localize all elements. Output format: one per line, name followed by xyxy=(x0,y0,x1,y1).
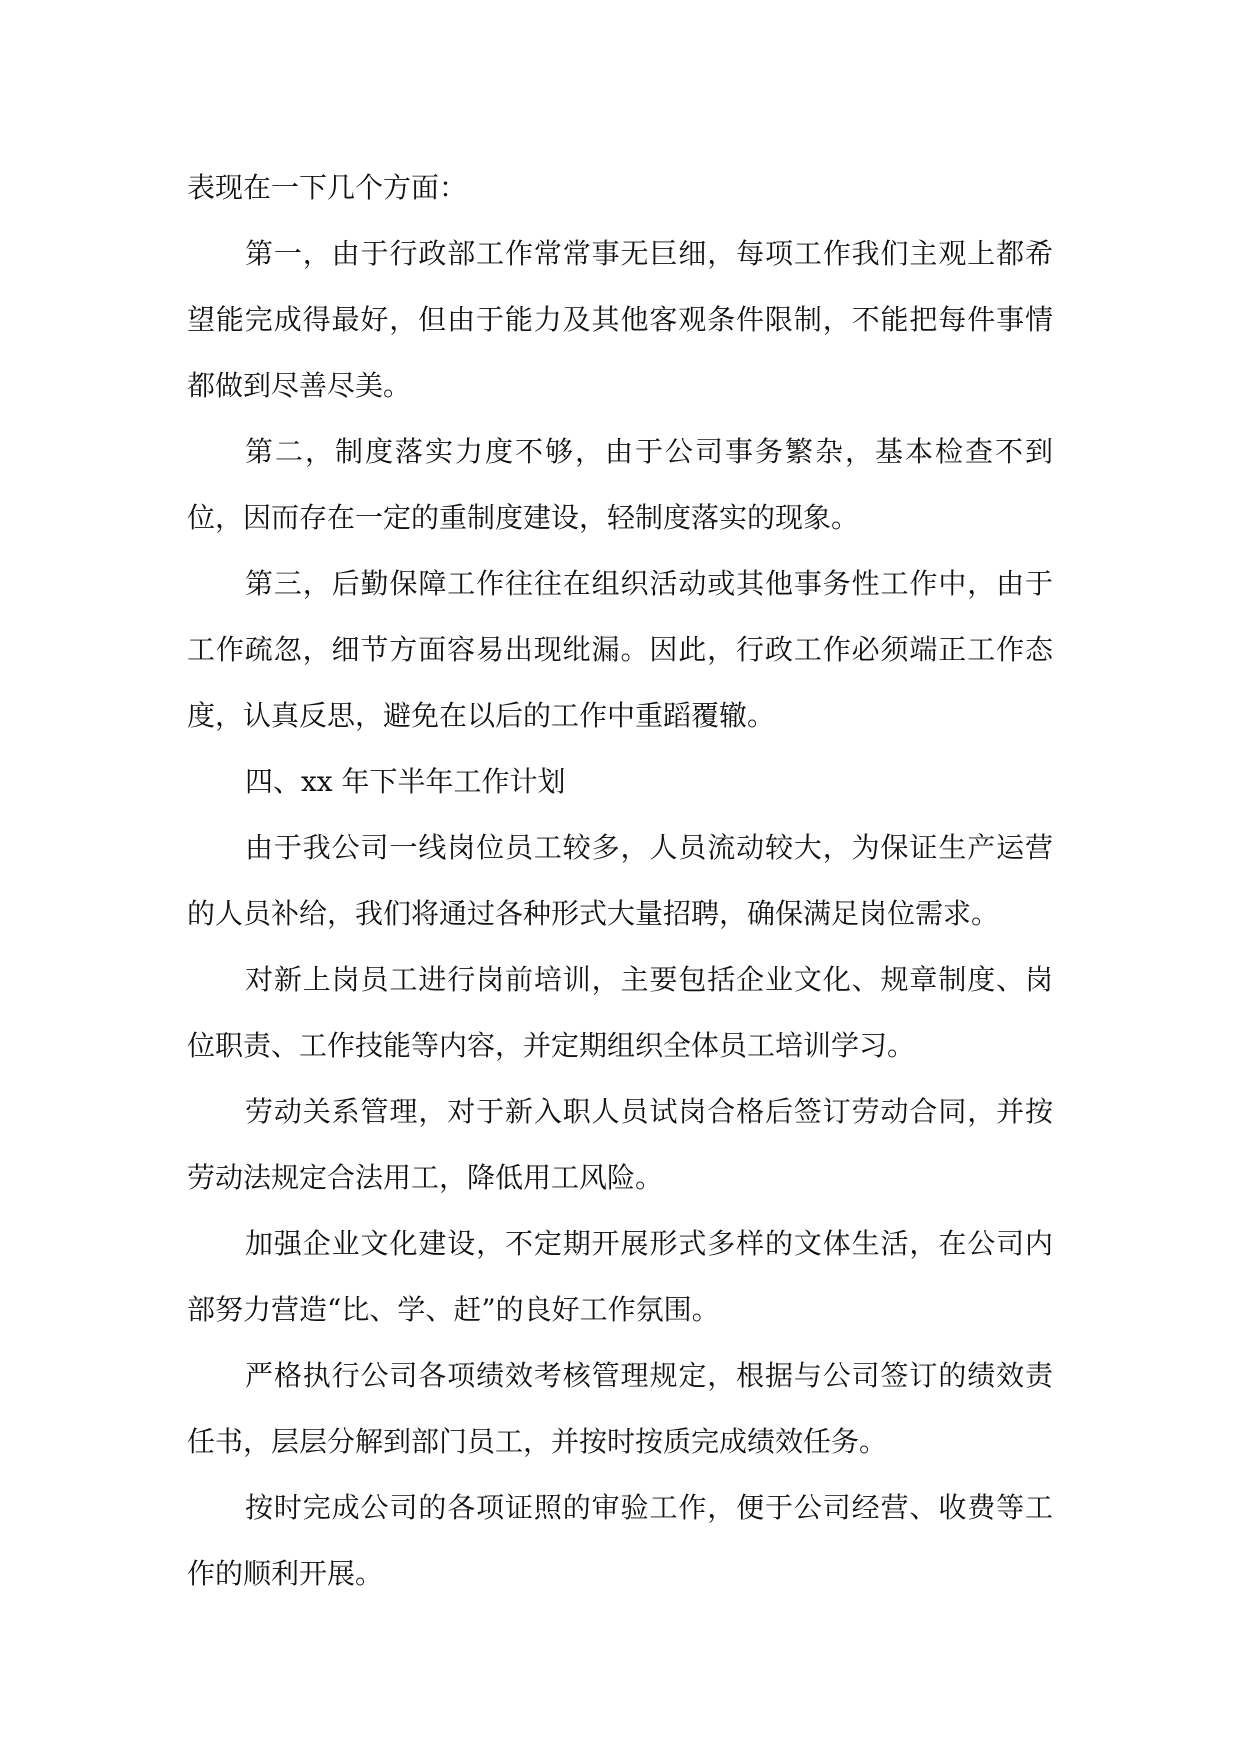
paragraph-third-issue: 第三，后勤保障工作往往在组织活动或其他事务性工作中，由于工作疏忽，细节方面容易出现纰漏。因此，行政工作必须端正工作态度，认真反思，避免在以后的工作中重蹈覆辙。 xyxy=(187,567,1053,732)
paragraph-license-review: 按时完成公司的各项证照的审验工作，便于公司经营、收费等工作的顺利开展。 xyxy=(187,1491,1053,1590)
paragraph-first-issue: 第一，由于行政部工作常常事无巨细，每项工作我们主观上都希望能完成得最好，但由于能力及其他客观条件限制，不能把每件事情都做到尽善尽美。 xyxy=(187,237,1053,402)
section-heading-work-plan: 四、xx 年下半年工作计划 xyxy=(245,765,566,798)
paragraph-intro: 表现在一下几个方面： xyxy=(187,171,468,204)
paragraph-training: 对新上岗员工进行岗前培训，主要包括企业文化、规章制度、岗位职责、工作技能等内容，并定期组织全体员工培训学习。 xyxy=(187,963,1053,1062)
paragraph-corporate-culture: 加强企业文化建设，不定期开展形式多样的文体生活，在公司内部努力营造“比、学、赶”的良好工作氛围。 xyxy=(187,1227,1053,1326)
paragraph-performance: 严格执行公司各项绩效考核管理规定，根据与公司签订的绩效责任书，层层分解到部门员工，并按时按质完成绩效任务。 xyxy=(187,1359,1053,1458)
paragraph-labor-relations: 劳动关系管理，对于新入职人员试岗合格后签订劳动合同，并按劳动法规定合法用工，降低用工风险。 xyxy=(187,1095,1053,1194)
document-page xyxy=(187,155,1053,1607)
paragraph-recruitment: 由于我公司一线岗位员工较多，人员流动较大，为保证生产运营的人员补给，我们将通过各种形式大量招聘，确保满足岗位需求。 xyxy=(187,831,1053,930)
paragraph-second-issue: 第二，制度落实力度不够，由于公司事务繁杂，基本检查不到位，因而存在一定的重制度建设，轻制度落实的现象。 xyxy=(187,435,1053,534)
